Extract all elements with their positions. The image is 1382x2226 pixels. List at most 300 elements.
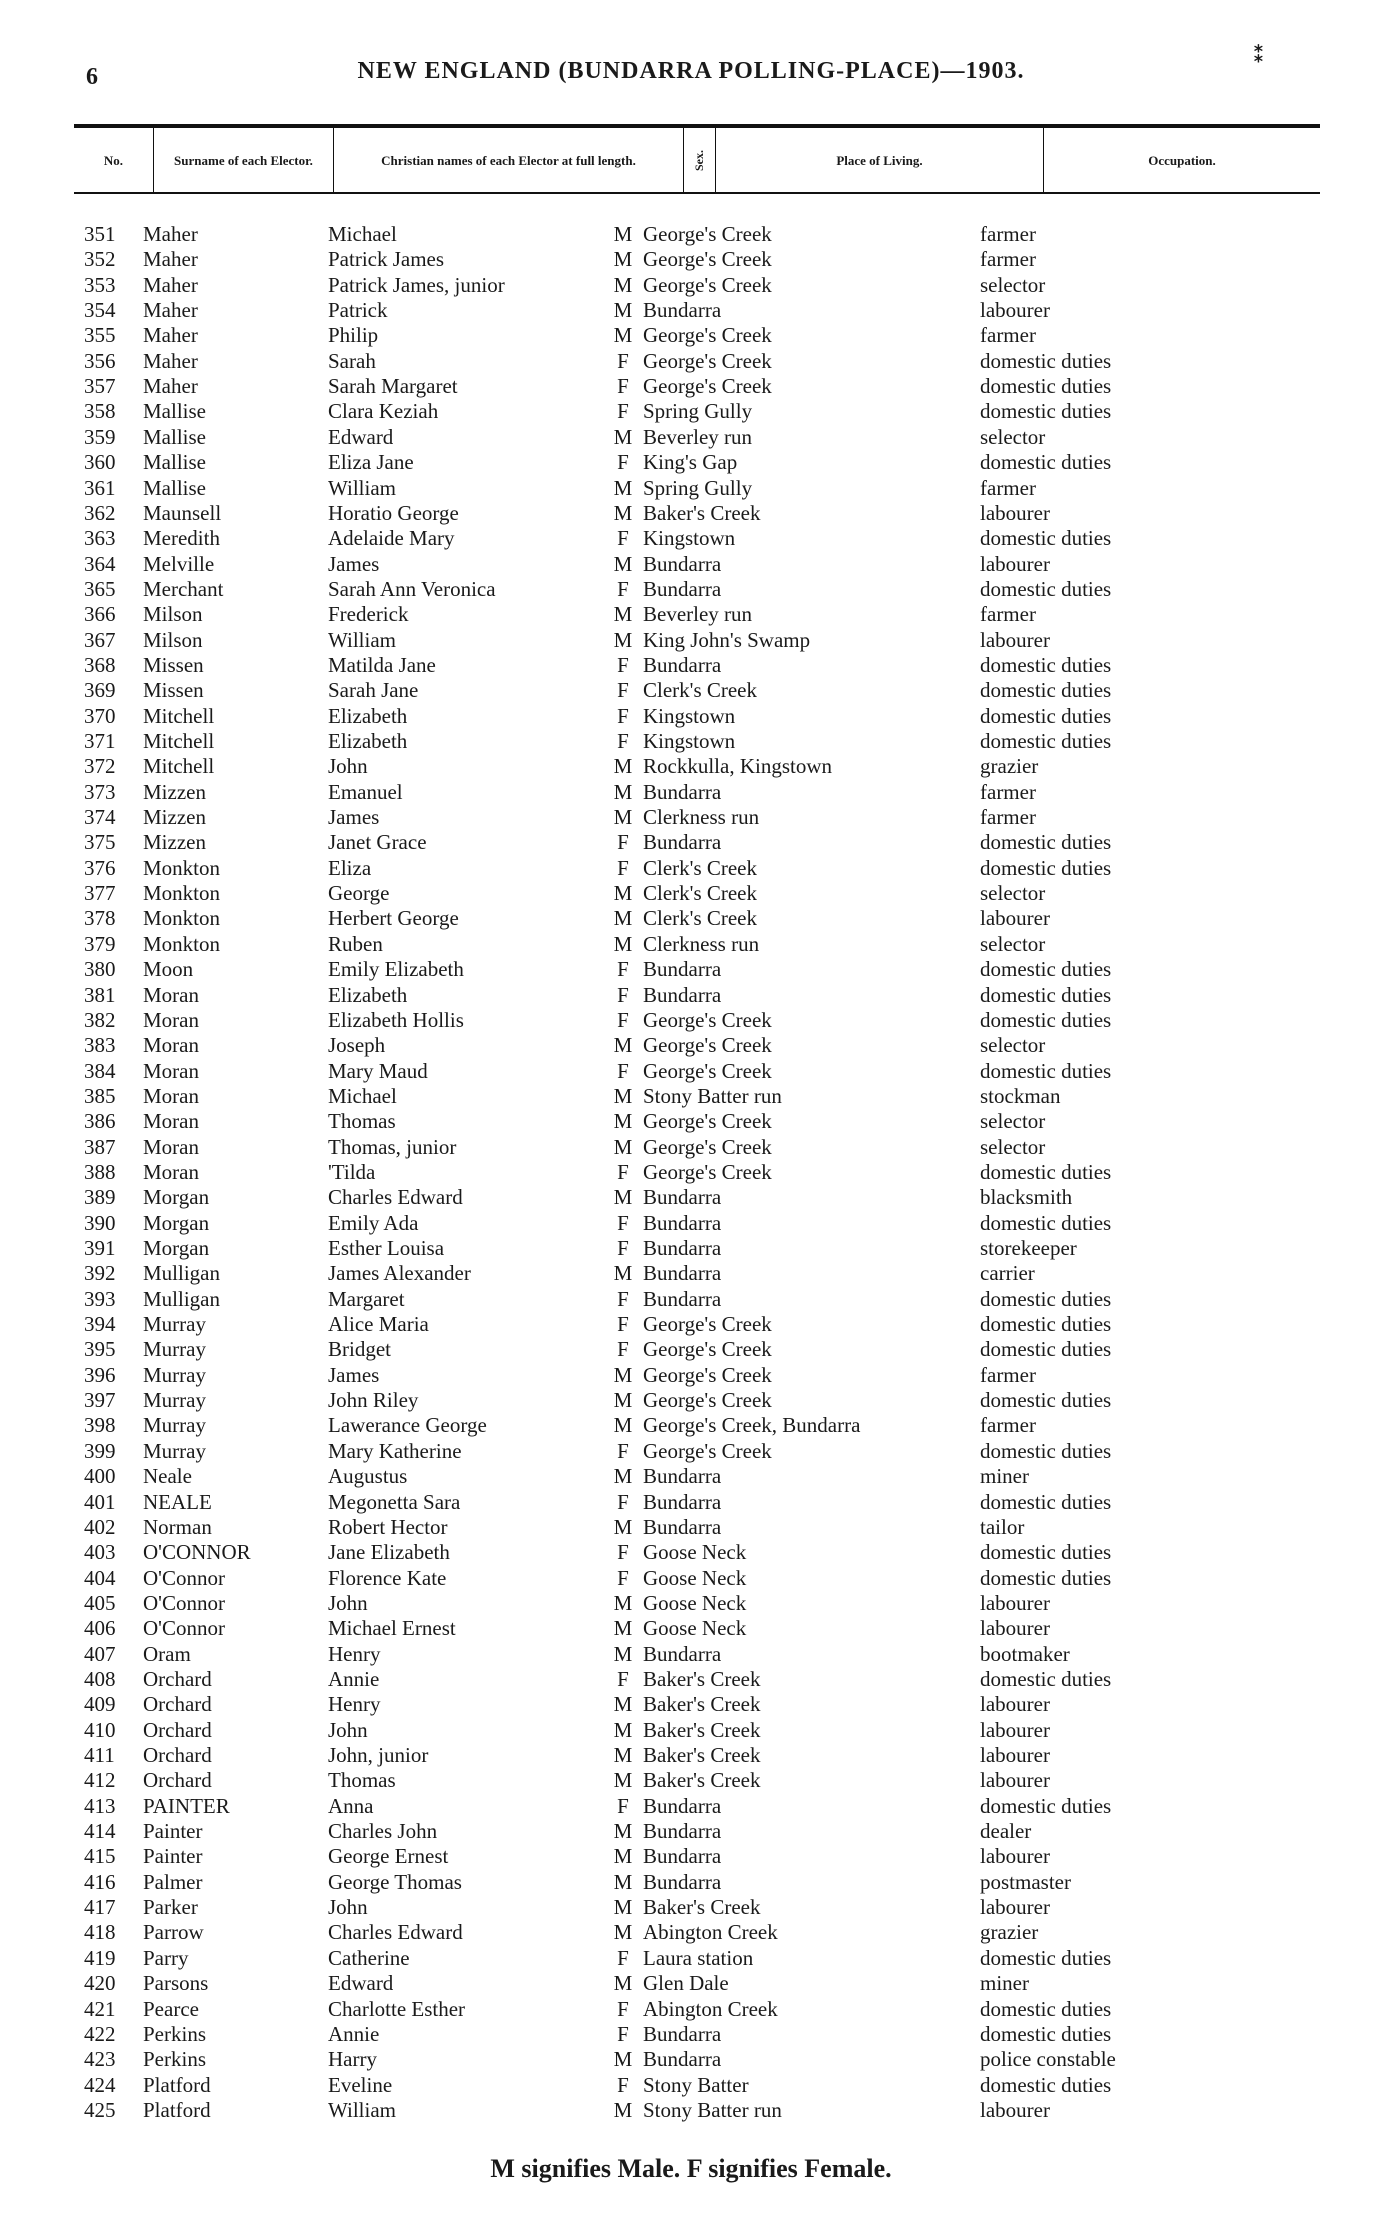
elector-surname: Mulligan (143, 1261, 220, 1286)
elector-place: George's Creek (643, 1134, 772, 1159)
table-row (0, 1895, 1382, 1920)
table-row (0, 1515, 1382, 1540)
elector-sex: M (613, 1388, 633, 1413)
elector-number: 391 (84, 1236, 116, 1260)
elector-place: Spring Gully (643, 475, 753, 500)
elector-christian-names: George Ernest (328, 1844, 449, 1869)
elector-sex: F (617, 1666, 629, 1691)
elector-occupation: farmer (980, 475, 1036, 500)
elector-number: 405 (84, 1590, 116, 1615)
elector-sex: F (617, 399, 629, 424)
elector-place: Clerk's Creek (643, 881, 758, 906)
elector-place: Clerk's Creek (643, 906, 758, 931)
elector-place: Abington Creek (643, 1920, 778, 1945)
elector-place: Bundarra (643, 1819, 722, 1844)
table-row (0, 1819, 1382, 1844)
table-row (0, 1211, 1382, 1236)
table-row (0, 1185, 1382, 1210)
elector-sex: M (613, 1261, 633, 1286)
elector-number: 421 (84, 1996, 116, 2021)
elector-surname: Orchard (143, 1768, 212, 1793)
elector-christian-names: Ruben (328, 931, 383, 956)
elector-place: Baker's Creek (643, 1743, 761, 1767)
elector-surname: Oram (143, 1641, 191, 1666)
elector-occupation: selector (980, 1109, 1046, 1134)
elector-surname: Murray (143, 1438, 206, 1463)
elector-place: Glen Dale (643, 1971, 729, 1996)
elector-place: Bundarra (643, 576, 722, 601)
elector-sex: M (613, 1920, 633, 1945)
table-row (0, 805, 1382, 830)
elector-surname: Moran (143, 1109, 199, 1134)
elector-number: 406 (84, 1616, 116, 1641)
elector-place: Beverley run (643, 424, 753, 449)
elector-number: 416 (84, 1869, 116, 1894)
elector-sex: F (617, 957, 629, 982)
table-row (0, 1135, 1382, 1160)
elector-surname: Neale (143, 1464, 192, 1489)
elector-christian-names: Michael Ernest (328, 1616, 456, 1641)
elector-surname: Missen (143, 678, 204, 703)
elector-sex: F (617, 576, 629, 601)
elector-surname: Mulligan (143, 1286, 220, 1311)
elector-surname: Painter (143, 1844, 203, 1869)
elector-number: 424 (84, 2072, 116, 2097)
elector-place: Kingstown (643, 729, 736, 753)
elector-number: 354 (84, 298, 116, 323)
elector-occupation: labourer (980, 2097, 1050, 2122)
elector-place: Clerk's Creek (643, 678, 758, 703)
elector-christian-names: Charles Edward (328, 1185, 463, 1210)
elector-surname: Moran (143, 1083, 199, 1108)
elector-sex: M (613, 2097, 633, 2122)
elector-number: 381 (84, 982, 116, 1007)
elector-occupation: labourer (980, 1895, 1050, 1920)
elector-sex: F (617, 855, 629, 880)
elector-christian-names: John (328, 1717, 368, 1742)
elector-sex: M (613, 1819, 633, 1844)
elector-number: 392 (84, 1261, 116, 1286)
elector-sex: M (613, 323, 633, 348)
elector-sex: M (613, 2047, 633, 2072)
table-row (0, 1971, 1382, 1996)
elector-surname: Parsons (143, 1971, 209, 1996)
elector-christian-names: Charles John (328, 1819, 438, 1844)
table-row (0, 2073, 1382, 2098)
table-row (0, 602, 1382, 627)
elector-place: George's Creek (643, 222, 772, 246)
table-row (0, 830, 1382, 855)
elector-christian-names: Sarah Margaret (328, 374, 458, 399)
elector-christian-names: James (328, 805, 380, 830)
elector-occupation: postmaster (980, 1869, 1071, 1894)
elector-occupation: selector (980, 1033, 1046, 1058)
elector-christian-names: Sarah Ann Veronica (328, 576, 496, 601)
elector-place: Goose Neck (643, 1590, 747, 1615)
elector-place: Spring Gully (643, 399, 753, 424)
elector-sex: M (613, 298, 633, 323)
elector-occupation: domestic duties (980, 1666, 1112, 1691)
elector-number: 400 (84, 1464, 116, 1489)
elector-occupation: selector (980, 272, 1046, 297)
elector-place: Abington Creek (643, 1996, 778, 2021)
elector-occupation: domestic duties (980, 1337, 1112, 1362)
elector-occupation: domestic duties (980, 2072, 1112, 2097)
elector-surname: Platford (143, 2097, 211, 2122)
table-row (0, 1109, 1382, 1134)
elector-sex: F (617, 1489, 629, 1514)
elector-number: 385 (84, 1083, 116, 1108)
elector-surname: NEALE (143, 1489, 212, 1514)
corner-mark: ⁑ (1253, 42, 1265, 67)
elector-christian-names: Sarah (328, 348, 376, 373)
header-place: Place of Living. (716, 128, 1044, 192)
elector-sex: F (617, 1286, 629, 1311)
elector-sex: M (613, 1895, 633, 1920)
elector-number: 360 (84, 450, 116, 475)
elector-christian-names: Thomas (328, 1768, 396, 1793)
elector-occupation: selector (980, 424, 1046, 449)
elector-occupation: labourer (980, 1844, 1050, 1869)
elector-place: Bundarra (643, 1185, 722, 1210)
elector-christian-names: Janet Grace (328, 830, 427, 855)
page-title: NEW ENGLAND (BUNDARRA POLLING-PLACE)—1903. (357, 58, 1025, 84)
elector-surname: O'Connor (143, 1590, 225, 1615)
elector-occupation: domestic duties (980, 1007, 1112, 1032)
table-row (0, 1084, 1382, 1109)
elector-number: 386 (84, 1109, 116, 1134)
elector-christian-names: Anna (328, 1793, 374, 1818)
elector-sex: M (613, 1641, 633, 1666)
elector-sex: F (617, 1210, 629, 1235)
table-row (0, 1768, 1382, 1793)
table-row (0, 1844, 1382, 1869)
elector-christian-names: Jane Elizabeth (328, 1540, 450, 1565)
elector-place: Stony Batter run (643, 2097, 782, 2122)
elector-sex: F (617, 678, 629, 703)
elector-surname: Orchard (143, 1692, 212, 1717)
elector-place: Beverley run (643, 602, 753, 627)
elector-number: 413 (84, 1793, 116, 1818)
elector-number: 407 (84, 1641, 116, 1666)
footer-legend: M signifies Male. F signifies Female. (490, 2154, 892, 2183)
elector-occupation: domestic duties (980, 2021, 1112, 2046)
elector-surname: Parrow (143, 1920, 204, 1945)
elector-place: Bundarra (643, 1236, 722, 1260)
elector-surname: Melville (143, 551, 215, 576)
table-row (0, 1363, 1382, 1388)
elector-occupation: farmer (980, 805, 1036, 830)
elector-place: King John's Swamp (643, 627, 811, 652)
elector-place: Bundarra (643, 982, 722, 1007)
elector-sex: F (617, 830, 629, 855)
elector-christian-names: Florence Kate (328, 1565, 447, 1590)
elector-number: 377 (84, 881, 116, 906)
elector-surname: Monkton (143, 931, 221, 956)
elector-surname: Orchard (143, 1717, 212, 1742)
table-row (0, 2047, 1382, 2072)
table-row (0, 2098, 1382, 2123)
elector-sex: F (617, 348, 629, 373)
table-row (0, 1870, 1382, 1895)
elector-occupation: dealer (980, 1819, 1032, 1844)
elector-christian-names: Annie (328, 2021, 380, 2046)
elector-sex: F (617, 526, 629, 551)
elector-place: Kingstown (643, 526, 736, 551)
elector-place: Clerkness run (643, 931, 760, 956)
elector-christian-names: Horatio George (328, 500, 459, 525)
table-row (0, 1566, 1382, 1591)
elector-place: Bundarra (643, 1286, 722, 1311)
elector-occupation: domestic duties (980, 1388, 1112, 1413)
elector-number: 397 (84, 1388, 116, 1413)
elector-surname: Orchard (143, 1666, 212, 1691)
table-row (0, 754, 1382, 779)
header-occupation: Occupation. (1148, 152, 1216, 168)
table-row (0, 450, 1382, 475)
elector-surname: Mitchell (143, 729, 215, 753)
elector-number: 387 (84, 1134, 116, 1159)
elector-occupation: labourer (980, 1768, 1050, 1793)
elector-sex: M (613, 906, 633, 931)
elector-christian-names: Philip (328, 323, 379, 348)
elector-sex: F (617, 1058, 629, 1083)
elector-place: George's Creek (643, 1362, 772, 1387)
table-row (0, 399, 1382, 424)
elector-occupation: farmer (980, 602, 1036, 627)
elector-sex: M (613, 247, 633, 272)
elector-number: 378 (84, 906, 116, 931)
elector-surname: Platford (143, 2072, 211, 2097)
elector-occupation: domestic duties (980, 1565, 1112, 1590)
elector-number: 353 (84, 272, 116, 297)
table-row (0, 526, 1382, 551)
elector-place: Bundarra (643, 779, 722, 804)
elector-occupation: bootmaker (980, 1641, 1070, 1666)
elector-place: George's Creek (643, 247, 772, 272)
elector-occupation: domestic duties (980, 1159, 1112, 1184)
elector-number: 389 (84, 1185, 116, 1210)
table-row (0, 1236, 1382, 1261)
elector-sex: M (613, 779, 633, 804)
elector-occupation: selector (980, 881, 1046, 906)
elector-number: 374 (84, 805, 116, 830)
elector-surname: Perkins (143, 2047, 206, 2072)
table-row (0, 1160, 1382, 1185)
header-surname: Surname of each Elector. (154, 128, 334, 192)
elector-christian-names: Charles Edward (328, 1920, 463, 1945)
header-christian-names: Christian names of each Elector at full length. (334, 128, 684, 192)
elector-surname: Mizzen (143, 805, 206, 830)
elector-place: George's Creek, Bundarra (643, 1413, 861, 1438)
elector-christian-names: Frederick (328, 602, 409, 627)
elector-place: Kingstown (643, 703, 736, 728)
elector-christian-names: Michael (328, 1083, 397, 1108)
elector-number: 369 (84, 678, 116, 703)
elector-number: 398 (84, 1413, 116, 1438)
table-row (0, 1794, 1382, 1819)
table-row (0, 1287, 1382, 1312)
elector-sex: F (617, 1438, 629, 1463)
elector-sex: M (613, 627, 633, 652)
table-row (0, 577, 1382, 602)
table-row (0, 1008, 1382, 1033)
elector-number: 415 (84, 1844, 116, 1869)
elector-surname: Parry (143, 1945, 189, 1970)
elector-occupation: domestic duties (980, 703, 1112, 728)
elector-occupation: domestic duties (980, 982, 1112, 1007)
elector-occupation: domestic duties (980, 1210, 1112, 1235)
table-row (0, 1667, 1382, 1692)
elector-christian-names: Patrick James (328, 247, 445, 272)
elector-occupation: domestic duties (980, 652, 1112, 677)
elector-occupation: farmer (980, 222, 1036, 246)
elector-sex: F (617, 374, 629, 399)
elector-place: Clerk's Creek (643, 855, 758, 880)
header-sex-label: Sex. (692, 149, 706, 171)
elector-place: King's Gap (643, 450, 738, 475)
elector-surname: Mallise (143, 399, 206, 424)
elector-christian-names: Robert Hector (328, 1514, 448, 1539)
elector-place: Laura station (643, 1945, 754, 1970)
elector-occupation: farmer (980, 247, 1036, 272)
elector-sex: M (613, 272, 633, 297)
elector-surname: Maher (143, 222, 198, 246)
elector-christian-names: Emily Ada (328, 1210, 419, 1235)
elector-occupation: selector (980, 1134, 1046, 1159)
elector-occupation: blacksmith (980, 1185, 1073, 1210)
elector-surname: Moran (143, 1007, 199, 1032)
elector-christian-names: Margaret (328, 1286, 405, 1311)
elector-christian-names: William (328, 627, 396, 652)
elector-number: 418 (84, 1920, 116, 1945)
elector-number: 362 (84, 500, 116, 525)
elector-surname: Meredith (143, 526, 220, 551)
elector-sex: F (617, 1159, 629, 1184)
elector-occupation: domestic duties (980, 374, 1112, 399)
elector-surname: Moran (143, 1159, 199, 1184)
elector-surname: Mitchell (143, 703, 215, 728)
elector-occupation: domestic duties (980, 1058, 1112, 1083)
table-row (0, 983, 1382, 1008)
elector-number: 380 (84, 957, 116, 982)
elector-sex: F (617, 652, 629, 677)
elector-christian-names: Sarah Jane (328, 678, 419, 703)
elector-occupation: tailor (980, 1514, 1025, 1539)
elector-occupation: domestic duties (980, 1540, 1112, 1565)
table-row (0, 1413, 1382, 1438)
elector-place: George's Creek (643, 1007, 772, 1032)
header-no: No. (74, 128, 154, 192)
elector-occupation: miner (980, 1464, 1029, 1489)
elector-christian-names: Eliza Jane (328, 450, 414, 475)
elector-surname: Murray (143, 1312, 206, 1337)
elector-christian-names: Edward (328, 424, 394, 449)
table-row (0, 1312, 1382, 1337)
elector-sex: M (613, 1134, 633, 1159)
elector-occupation: domestic duties (980, 1438, 1112, 1463)
elector-place: Bundarra (643, 1641, 722, 1666)
elector-number: 379 (84, 931, 116, 956)
elector-christian-names: Patrick James, junior (328, 272, 505, 297)
elector-occupation: domestic duties (980, 1312, 1112, 1337)
elector-sex: M (613, 1185, 633, 1210)
elector-christian-names: Edward (328, 1971, 394, 1996)
table-row (0, 1388, 1382, 1413)
elector-sex: M (613, 602, 633, 627)
table-row (0, 374, 1382, 399)
elector-number: 364 (84, 551, 116, 576)
elector-sex: M (613, 222, 633, 246)
elector-surname: Orchard (143, 1743, 212, 1767)
elector-number: 366 (84, 602, 116, 627)
elector-christian-names: Mary Maud (328, 1058, 428, 1083)
table-header (74, 124, 1320, 194)
elector-place: Baker's Creek (643, 1768, 761, 1793)
table-row (0, 1920, 1382, 1945)
elector-occupation: labourer (980, 500, 1050, 525)
elector-number: 358 (84, 399, 116, 424)
elector-sex: M (613, 500, 633, 525)
elector-place: Bundarra (643, 1464, 722, 1489)
table-row (0, 1718, 1382, 1743)
elector-sex: M (613, 424, 633, 449)
elector-place: Bundarra (643, 2047, 722, 2072)
elector-occupation: domestic duties (980, 348, 1112, 373)
elector-christian-names: Megonetta Sara (328, 1489, 461, 1514)
elector-occupation: police constable (980, 2047, 1116, 2072)
table-row (0, 1743, 1382, 1768)
elector-christian-names: Herbert George (328, 906, 459, 931)
elector-number: 371 (84, 729, 116, 753)
elector-surname: Norman (143, 1514, 212, 1539)
elector-surname: Murray (143, 1413, 206, 1438)
elector-surname: Mallise (143, 450, 206, 475)
elector-place: George's Creek (643, 348, 772, 373)
elector-number: 384 (84, 1058, 116, 1083)
elector-surname: O'Connor (143, 1565, 225, 1590)
elector-sex: M (613, 1768, 633, 1793)
elector-surname: Maher (143, 323, 198, 348)
elector-place: Bundarra (643, 830, 722, 855)
elector-number: 382 (84, 1007, 116, 1032)
elector-place: Bundarra (643, 1489, 722, 1514)
elector-christian-names: George (328, 881, 390, 906)
elector-place: Bundarra (643, 2021, 722, 2046)
elector-surname: Moran (143, 1134, 199, 1159)
elector-number: 367 (84, 627, 116, 652)
table-row (0, 222, 1382, 247)
table-row (0, 1261, 1382, 1286)
table-row (0, 323, 1382, 348)
elector-number: 365 (84, 576, 116, 601)
table-row (0, 729, 1382, 754)
table-row (0, 476, 1382, 501)
elector-christian-names: Elizabeth (328, 982, 408, 1007)
elector-occupation: domestic duties (980, 1996, 1112, 2021)
table-row (0, 1997, 1382, 2022)
table-row (0, 1059, 1382, 1084)
elector-sex: F (617, 2072, 629, 2097)
elector-sex: M (613, 1869, 633, 1894)
elector-number: 412 (84, 1768, 116, 1793)
table-row (0, 628, 1382, 653)
elector-sex: M (613, 475, 633, 500)
elector-surname: Mizzen (143, 779, 206, 804)
elector-occupation: labourer (980, 298, 1050, 323)
elector-number: 355 (84, 323, 116, 348)
elector-sex: M (613, 1413, 633, 1438)
